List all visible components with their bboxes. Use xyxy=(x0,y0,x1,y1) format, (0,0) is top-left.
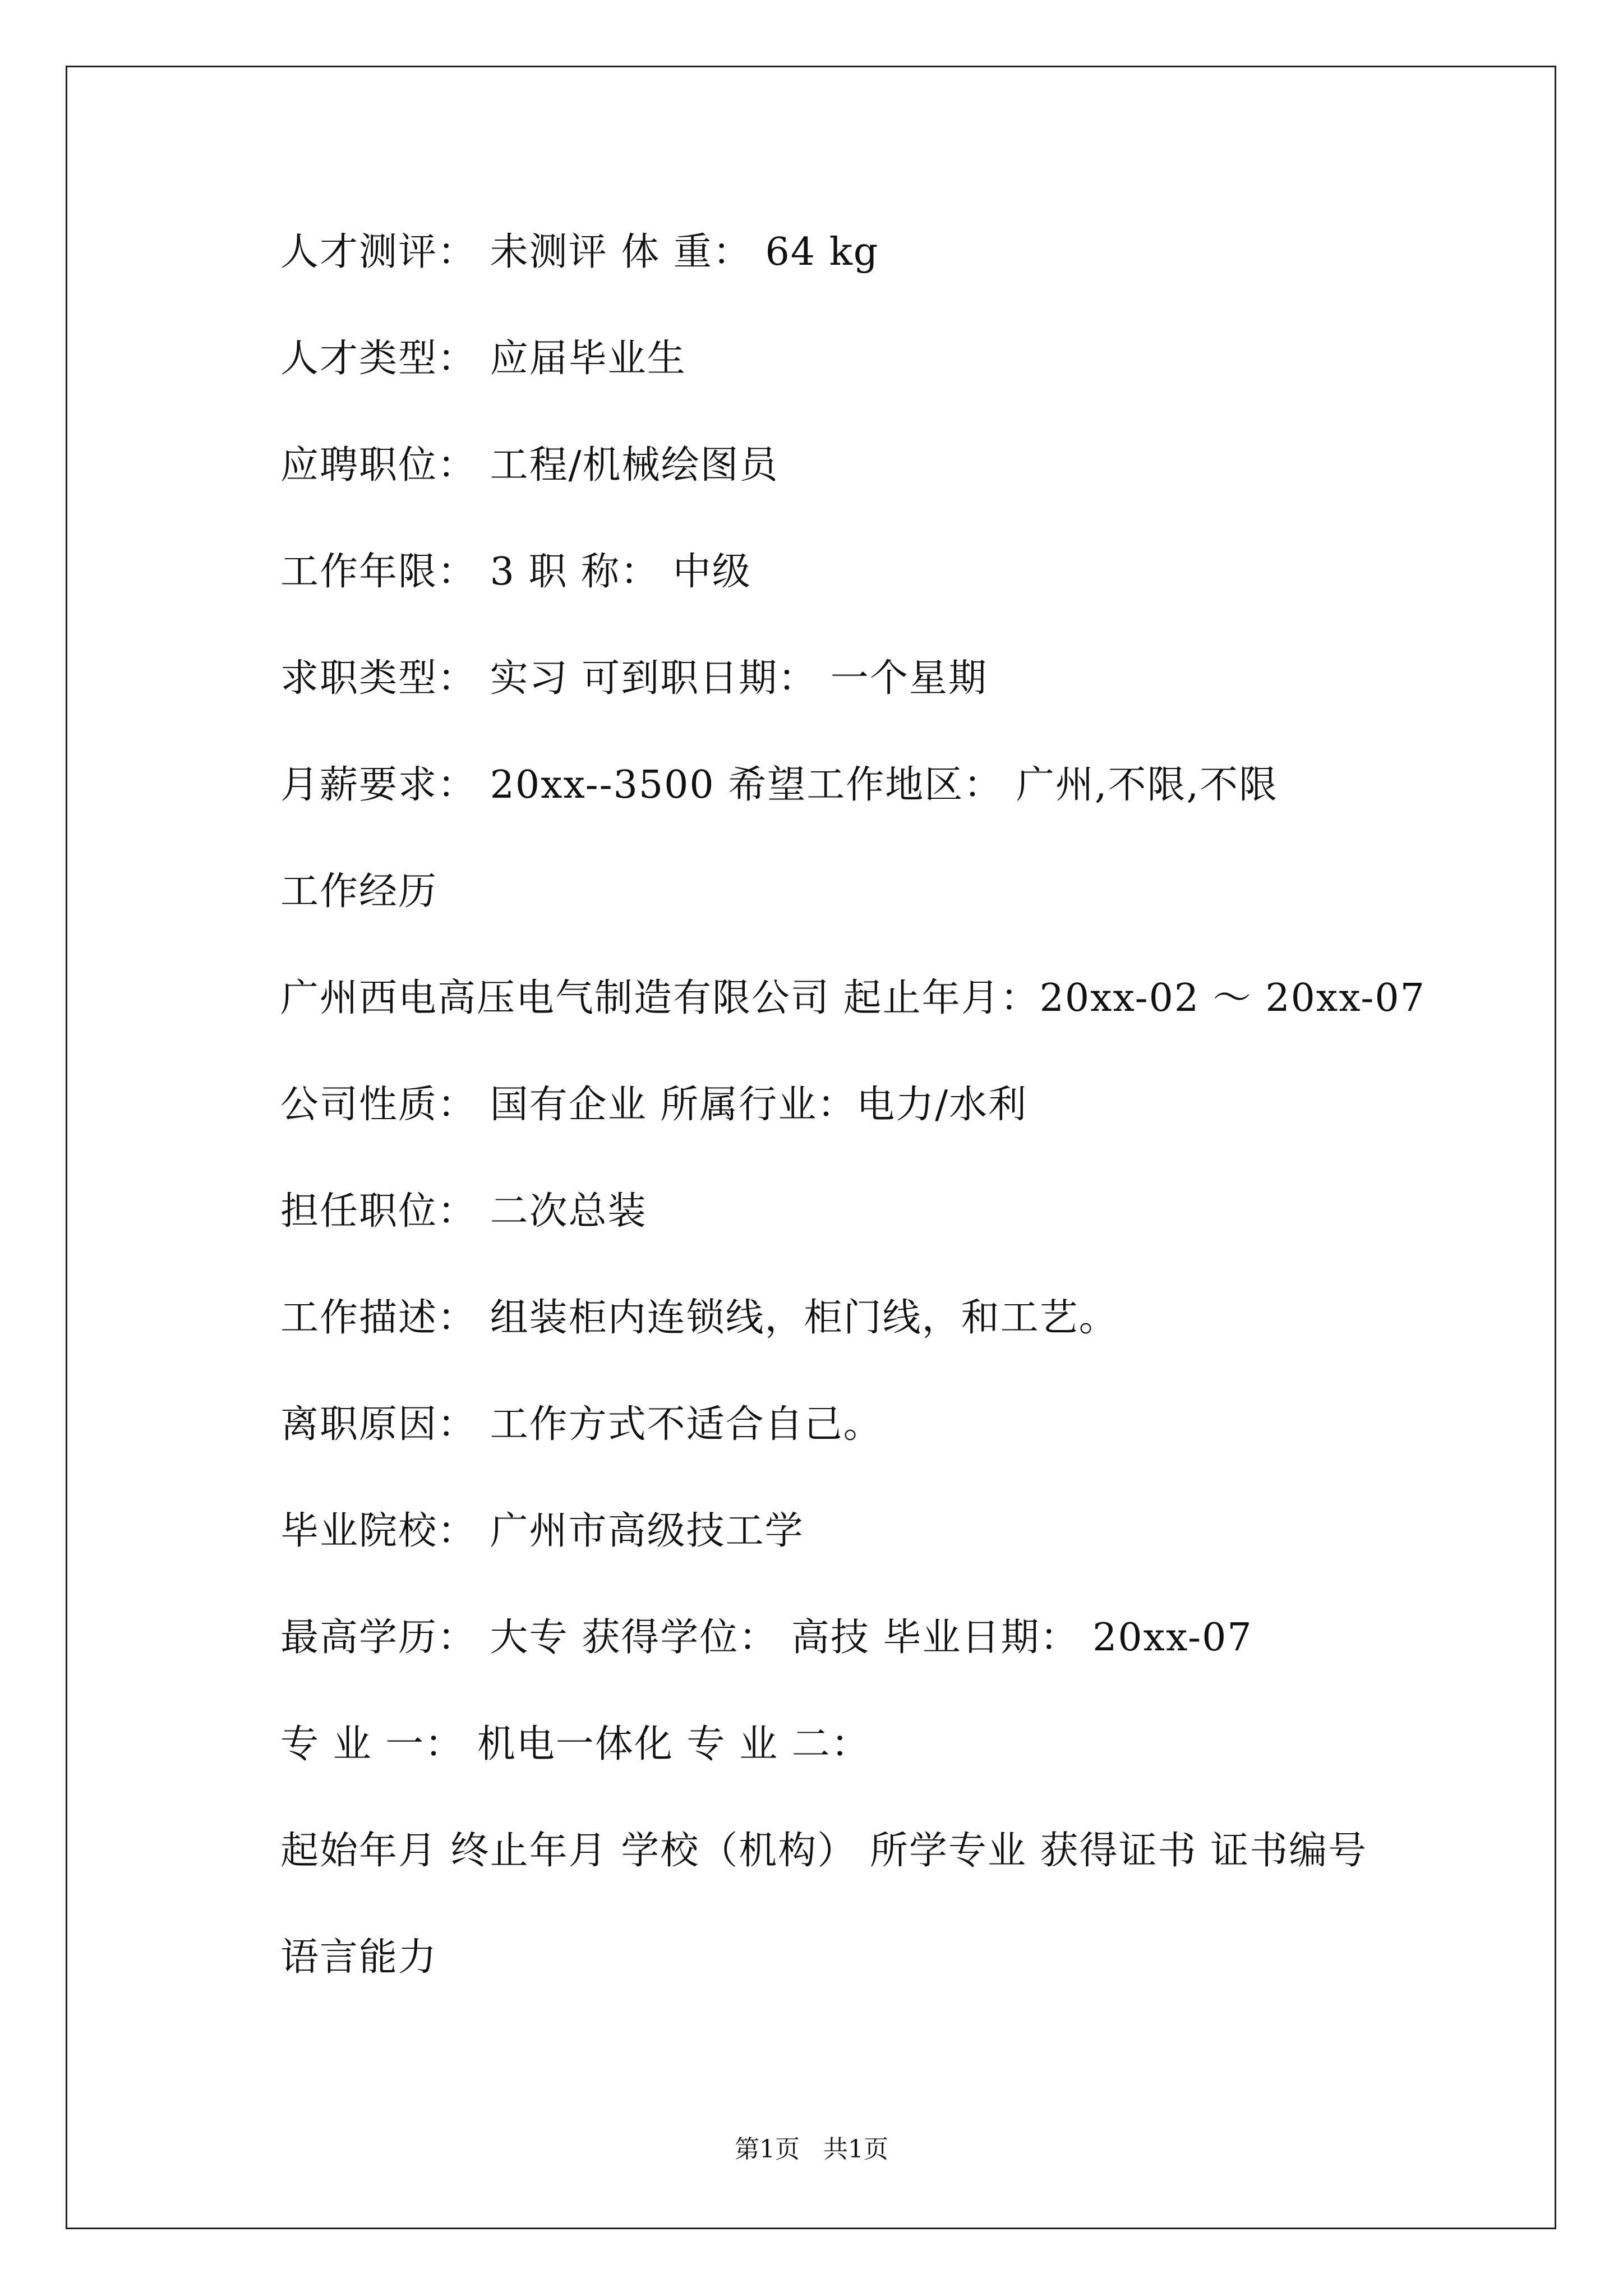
applied-position-line: 应聘职位： 工程/机械绘图员 xyxy=(280,443,779,487)
talent-assessment-line: 人才测评： 未测评 体 重： 64 kg xyxy=(280,230,879,274)
talent-type-line: 人才类型： 应届毕业生 xyxy=(280,337,686,381)
job-type-line: 求职类型： 实习 可到职日期： 一个星期 xyxy=(280,656,988,701)
major-line: 专 业 一： 机电一体化 专 业 二： xyxy=(280,1722,870,1766)
salary-line: 月薪要求： 20xx--3500 希望工作地区： 广州,不限,不限 xyxy=(280,763,1279,807)
leaving-reason-line: 离职原因： 工作方式不适合自己。 xyxy=(280,1402,883,1447)
education-table-header: 起始年月 终止年月 学校（机构） 所学专业 获得证书 证书编号 xyxy=(280,1829,1368,1873)
position-held-line: 担任职位： 二次总装 xyxy=(280,1189,647,1234)
work-years-line: 工作年限： 3 职 称： 中级 xyxy=(280,550,751,594)
work-experience-heading: 工作经历 xyxy=(280,869,438,914)
language-ability-heading: 语言能力 xyxy=(280,1935,438,1980)
resume-content xyxy=(280,222,1486,2033)
company-line: 广州西电高压电气制造有限公司 起止年月：20xx-02 ～ 20xx-07 xyxy=(280,976,1426,1020)
education-line: 最高学历： 大专 获得学位： 高技 毕业日期： 20xx-07 xyxy=(280,1616,1253,1660)
page-footer: 第1页 共1页 xyxy=(735,2135,888,2164)
graduate-school-line: 毕业院校： 广州市高级技工学 xyxy=(280,1509,804,1553)
job-description-line: 工作描述： 组装柜内连锁线，柜门线，和工艺。 xyxy=(280,1296,1118,1340)
company-nature-line: 公司性质： 国有企业 所属行业：电力/水利 xyxy=(280,1083,1028,1127)
